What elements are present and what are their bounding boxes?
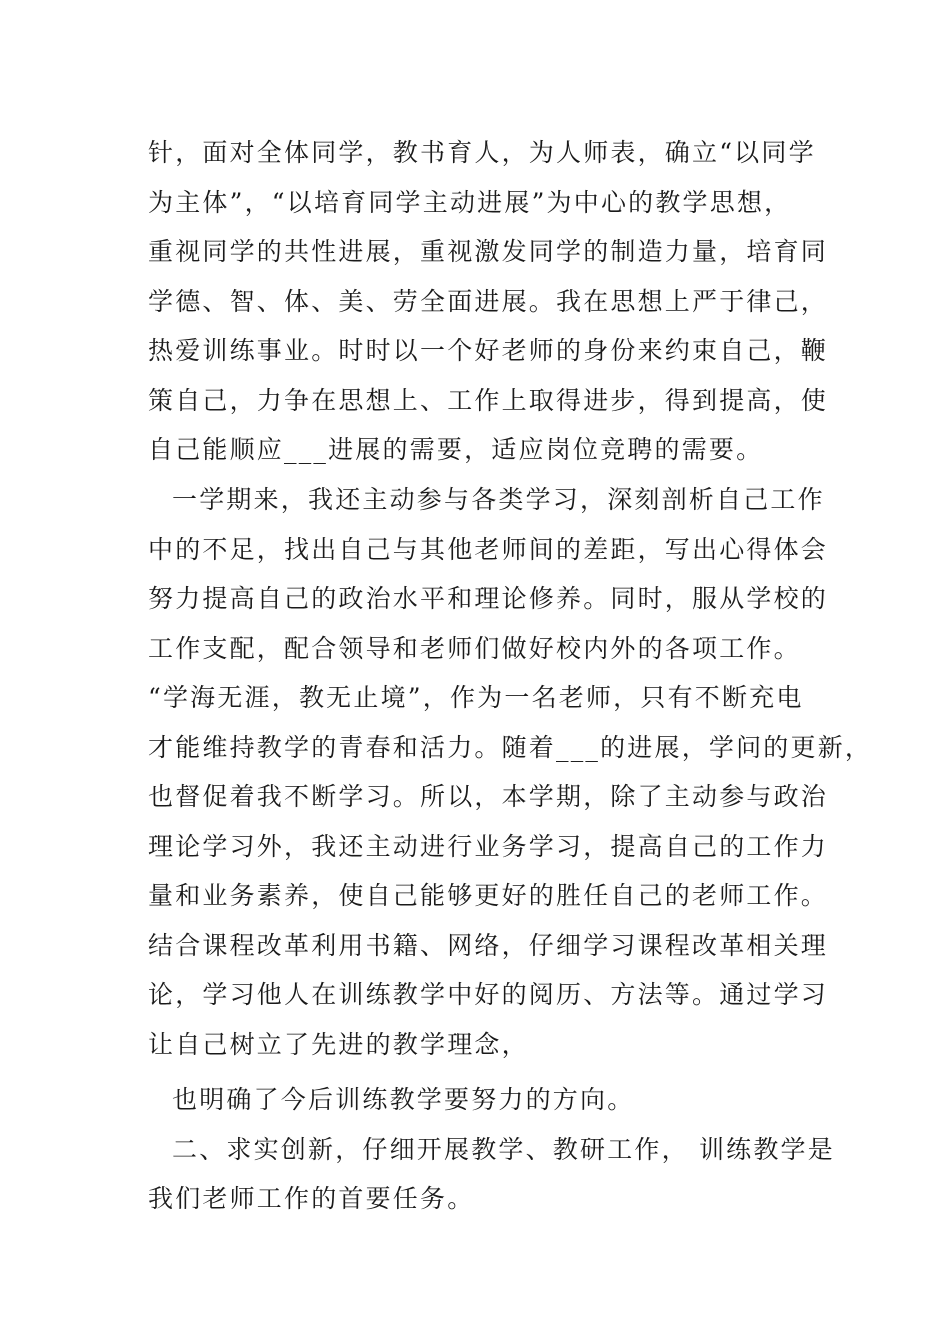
text-line: 结合课程改革利用书籍、网络，仔细学习课程改革相关理 [148,931,829,960]
text-line: 也督促着我不断学习。所以，本学期，除了主动参与政治 [148,782,829,811]
text-line: 自己能顺应___进展的需要，适应岗位竞聘的需要。 [148,435,764,464]
text-line: 量和业务素养，使自己能够更好的胜任自己的老师工作。 [148,881,829,910]
text-line: 策自己，力争在思想上、工作上取得进步，得到提高，使 [148,386,829,415]
text-line: 学德、智、体、美、劳全面进展。我在思想上严于律己， [148,287,829,316]
text-line: 为主体”，“以培育同学主动进展”为中心的教学思想， [148,188,792,217]
paragraph-first-line: 也明确了今后训练教学要努力的方向。 [172,1085,635,1114]
text-line: 热爱训练事业。时时以一个好老师的身份来约束自己，鞭 [148,336,829,365]
text-line: “学海无涯，教无止境”，作为一名老师，只有不断充电 [148,683,804,712]
text-line: 才能维持教学的青春和活力。随着___的进展，学问的更新， [148,733,873,762]
text-line: 努力提高自己的政治水平和理论修养。同时，服从学校的 [148,584,829,613]
text-line: 工作支配，配合领导和老师们做好校内外的各项工作。 [148,634,801,663]
text-line: 针，面对全体同学，教书育人，为人师表，确立“以同学 [148,138,816,167]
text-line: 中的不足，找出自己与其他老师间的差距，写出心得体会 [148,535,829,564]
text-line: 让自己树立了先进的教学理念， [148,1030,529,1059]
text-line: 重视同学的共性进展，重视激发同学的制造力量，培育同 [148,237,829,266]
text-line: 论，学习他人在训练教学中好的阅历、方法等。通过学习 [148,980,829,1009]
text-line: 理论学习外，我还主动进行业务学习，提高自己的工作力 [148,832,829,861]
paragraph-first-line: 一学期来，我还主动参与各类学习，深刻剖析自己工作 [172,485,825,514]
section-heading-line: 二、求实创新，仔细开展教学、教研工作， 训练教学是 [172,1135,835,1164]
text-line: 我们老师工作的首要任务。 [148,1184,475,1213]
